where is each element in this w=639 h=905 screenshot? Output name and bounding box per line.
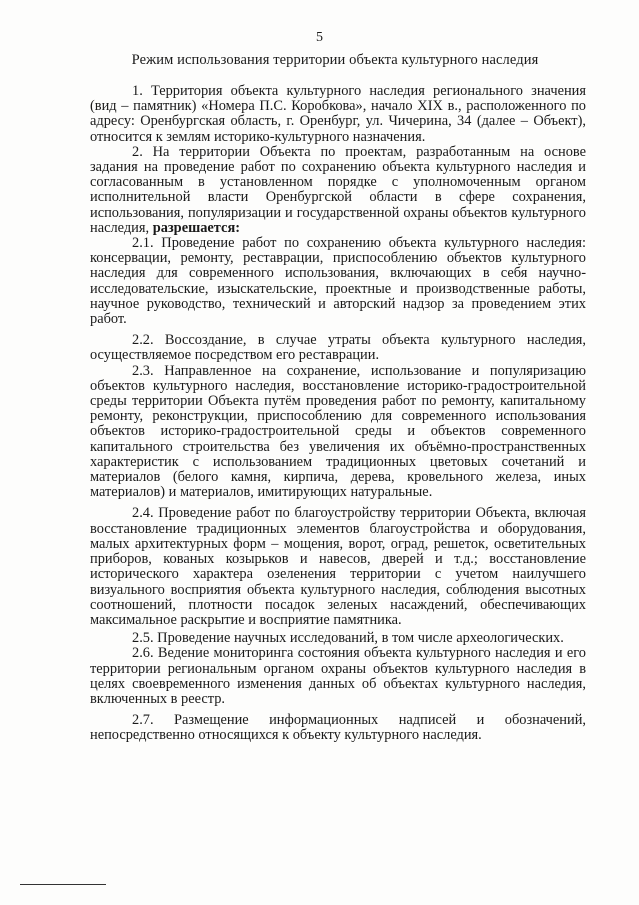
document-body bbox=[90, 84, 586, 744]
paragraph-2-text: 2. На территории Объекта по проектам, разработанным на основе задания на проведение работ по сохранению объекта культурного наследия и согласованным в установленном порядке с уполномоченным органом исполнительной власти Оренбургской области в сфере сохранения, использования, популяризации и государственной охраны объектов культурного наследия, bbox=[90, 143, 586, 236]
paragraph-1: 1. Территория объекта культурного наследия регионального значения (вид – памятник) «Номера П.С. Коробкова», начало XIX в., расположенного по адресу: Оренбургская область, г. Оренбург, ул. Чичерина, 34 (далее – Объект), относится к землям историко-культурного назначения. bbox=[90, 83, 586, 145]
page-number: 5 bbox=[316, 30, 323, 45]
paragraph-2-7: 2.7. Размещение информационных надписей и обозначений, непосредственно относящихся к объекту культурного наследия. bbox=[90, 712, 586, 744]
paragraph-2-6: 2.6. Ведение мониторинга состояния объекта культурного наследия и его территории региональным органом охраны объектов культурного наследия в целях своевременного изменения данных об объектах культурного наследия, включенных в реестр. bbox=[90, 645, 586, 707]
paragraph-2-emphasis: разрешается: bbox=[152, 219, 241, 236]
paragraph-2-2: 2.2. Воссоздание, в случае утраты объекта культурного наследия, осуществляемое посредством его реставрации. bbox=[90, 332, 586, 364]
paragraph-2-5: 2.5. Проведение научных исследований, в том числе археологических. bbox=[132, 630, 564, 647]
paragraph-2 bbox=[90, 145, 586, 236]
footnote-divider bbox=[20, 884, 106, 885]
paragraph-2-3: 2.3. Направленное на сохранение, использование и популяризацию объектов культурного наследия, восстановление историко-градостроительной среды территории Объекта путём проведения работ по ремонту, капитальному ремонту, реконструкции, приспособлению для современного использования объектов историко-градостроительной среды и объектов современного капитального строительства без увеличения их объёмно-пространственных характеристик с использованием традиционных цветовых сочетаний и материалов (белого камня, кирпича, дерева, кровельного железа, иных материалов) и материалов, имитирующих натуральные. bbox=[90, 362, 586, 501]
document-title: Режим использования территории объекта культурного наследия bbox=[131, 52, 539, 68]
paragraph-2-1: 2.1. Проведение работ по сохранению объекта культурного наследия: консервации, ремонту, реставрации, приспособлению объектов культурного наследия для современного использования, включающих в себя научно-исследовательские, изыскательские, проектные и производственные работы, научное руководство, технический и авторский надзор за проведением этих работ. bbox=[90, 235, 586, 328]
paragraph-2-4: 2.4. Проведение работ по благоустройству территории Объекта, включая восстановление традиционных элементов благоустройства и оборудования, малых архитектурных форм – мощения, ворот, оград, решеток, осветительных приборов, кованых козырьков и навесов, дверей и т.д.; восстановление исторического характера озеленения территории с учетом наилучшего визуального восприятия объекта культурного наследия, соблюдения высотных соотношений, плотности посадок зеленых насаждений, обеспечивающих максимальное раскрытие и восприятие памятника. bbox=[90, 505, 586, 628]
